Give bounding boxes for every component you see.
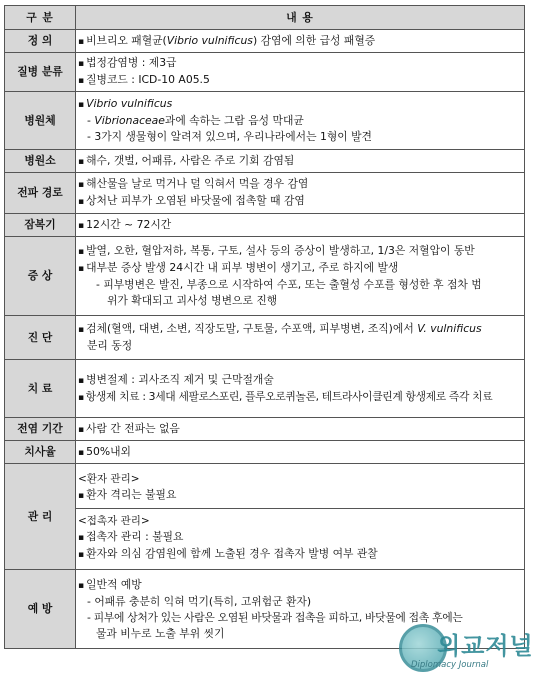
symptoms-line: ▪ 대부분 증상 발생 24시간 내 피부 병변이 생기고, 주로 하지에 발생 xyxy=(76,260,524,277)
pathogen-line: - Vibrionaceae과에 속하는 그람 음성 막대균 xyxy=(87,114,304,127)
row-symptoms xyxy=(5,237,525,316)
patient-management-heading: <환자 관리> xyxy=(78,472,140,485)
diagnosis-text: 검체(혈액, 대변, 소변, 직장도말, 구토물, 수포액, 피부병변, 조직)에서 xyxy=(86,322,418,335)
prevention-line: 물과 비누로 노출 부위 씻기 xyxy=(96,626,225,640)
contact-management-line: ▪ 접촉자 관리 : 불필요 xyxy=(76,529,524,546)
classification-line: ▪ 질병코드 : ICD-10 A05.5 xyxy=(76,72,524,89)
contact-management-heading: <접촉자 관리> xyxy=(78,514,150,527)
label-fatality: 치사율 xyxy=(5,441,76,464)
pathogen-line: - 3가지 생물형이 알려져 있으며, 우리나라에서는 1형이 발견 xyxy=(87,130,372,143)
label-classification: 질병 분류 xyxy=(5,53,76,92)
diagnosis-line: 분리 동정 xyxy=(87,339,133,352)
content-source xyxy=(76,150,525,173)
content-pathogen xyxy=(76,92,525,150)
row-treatment xyxy=(5,360,525,418)
watermark-title: 외교저널 xyxy=(437,632,534,660)
label-symptoms: 증 상 xyxy=(5,237,76,316)
treatment-line: ▪ 항생제 치료 : 3세대 세팔로스포린, 플루오로퀴놀론, 테트라사이클린계 항생제로 즉각 치료 xyxy=(76,389,524,406)
label-diagnosis: 진 단 xyxy=(5,316,76,360)
contact-management xyxy=(76,511,524,565)
label-incubation: 잠복기 xyxy=(5,214,76,237)
label-pathogen: 병원체 xyxy=(5,92,76,150)
contagious-line: ▪ 사람 간 전파는 없음 xyxy=(76,421,524,438)
prevention-line: - 피부에 상처가 있는 사람은 오염된 바닷물과 접촉을 피하고, 바닷물에 접촉 후에는 xyxy=(87,610,463,624)
row-source xyxy=(5,150,525,173)
label-definition: 정 의 xyxy=(5,30,76,53)
content-route xyxy=(76,173,525,214)
definition-species: Vibrio vulnificus xyxy=(166,33,253,47)
diagnosis-species: V. vulnificus xyxy=(417,322,482,335)
content-management xyxy=(76,464,525,570)
watermark-subtitle: Diplomacy Journal xyxy=(411,660,489,670)
content-definition xyxy=(76,30,525,53)
symptoms-line: ▪ 발열, 오한, 혈압저하, 복통, 구토, 설사 등의 증상이 발생하고, 1/3은 저혈압이 동반 xyxy=(76,243,524,260)
row-contagious xyxy=(5,418,525,441)
content-treatment xyxy=(76,360,525,418)
content-contagious xyxy=(76,418,525,441)
management-divider xyxy=(76,508,524,509)
disease-info-table xyxy=(4,5,525,649)
pathogen-family-text: 과에 속하는 그람 음성 막대균 xyxy=(164,114,304,127)
row-pathogen xyxy=(5,92,525,150)
content-symptoms xyxy=(76,237,525,316)
row-incubation xyxy=(5,214,525,237)
label-route: 전파 경로 xyxy=(5,173,76,214)
row-diagnosis xyxy=(5,316,525,360)
pathogen-line xyxy=(76,96,524,113)
prevention-line: ▪ 일반적 예방 xyxy=(76,577,524,594)
label-contagious: 전염 기간 xyxy=(5,418,76,441)
content-diagnosis xyxy=(76,316,525,360)
pathogen-family: Vibrionaceae xyxy=(94,114,165,127)
patient-management xyxy=(76,469,524,506)
definition-line xyxy=(76,33,524,50)
route-line: ▪ 해산물을 날로 먹거나 덜 익혀서 먹을 경우 감염 xyxy=(76,176,524,193)
label-management: 관 리 xyxy=(5,464,76,570)
symptoms-line: - 피부병변은 발진, 부종으로 시작하여 수포, 또는 출혈성 수포를 형성한 후 점차 범 xyxy=(96,278,482,291)
header-content: 내 용 xyxy=(76,6,525,30)
content-incubation xyxy=(76,214,525,237)
label-prevention: 예 방 xyxy=(5,570,76,649)
pathogen-species: Vibrio vulnificus xyxy=(86,97,173,110)
route-line: ▪ 상처난 피부가 오염된 바닷물에 접촉할 때 감염 xyxy=(76,193,524,210)
row-definition xyxy=(5,30,525,53)
source-line: ▪ 해수, 갯벌, 어패류, 사람은 주로 기회 감염됨 xyxy=(76,153,524,170)
incubation-line: ▪ 12시간 ~ 72시간 xyxy=(76,217,524,234)
content-fatality xyxy=(76,441,525,464)
diagnosis-line xyxy=(76,321,524,338)
label-source: 병원소 xyxy=(5,150,76,173)
label-treatment: 치 료 xyxy=(5,360,76,418)
definition-text: 비브리오 패혈균( xyxy=(86,33,167,47)
row-fatality xyxy=(5,441,525,464)
treatment-line: ▪ 병변절제 : 괴사조직 제거 및 근막절개술 xyxy=(76,372,524,389)
definition-text-end: ) 감염에 의한 급성 패혈증 xyxy=(252,33,376,47)
fatality-line: ▪ 50%내외 xyxy=(76,444,524,461)
row-route xyxy=(5,173,525,214)
patient-management-line: ▪ 환자 격리는 불필요 xyxy=(76,487,524,504)
header-category: 구 분 xyxy=(5,6,76,30)
symptoms-line: 위가 확대되고 괴사성 병변으로 진행 xyxy=(107,294,278,307)
prevention-line: - 어패류 충분히 익혀 먹기(특히, 고위험군 환자) xyxy=(87,594,312,608)
table-header-row xyxy=(5,6,525,30)
classification-line: ▪ 법정감염병 : 제3급 xyxy=(76,55,524,72)
contact-management-line: ▪ 환자와 의심 감염원에 함께 노출된 경우 접촉자 발병 여부 관찰 xyxy=(76,546,524,563)
watermark-logo xyxy=(397,622,534,674)
content-classification xyxy=(76,53,525,92)
row-classification xyxy=(5,53,525,92)
row-management xyxy=(5,464,525,570)
